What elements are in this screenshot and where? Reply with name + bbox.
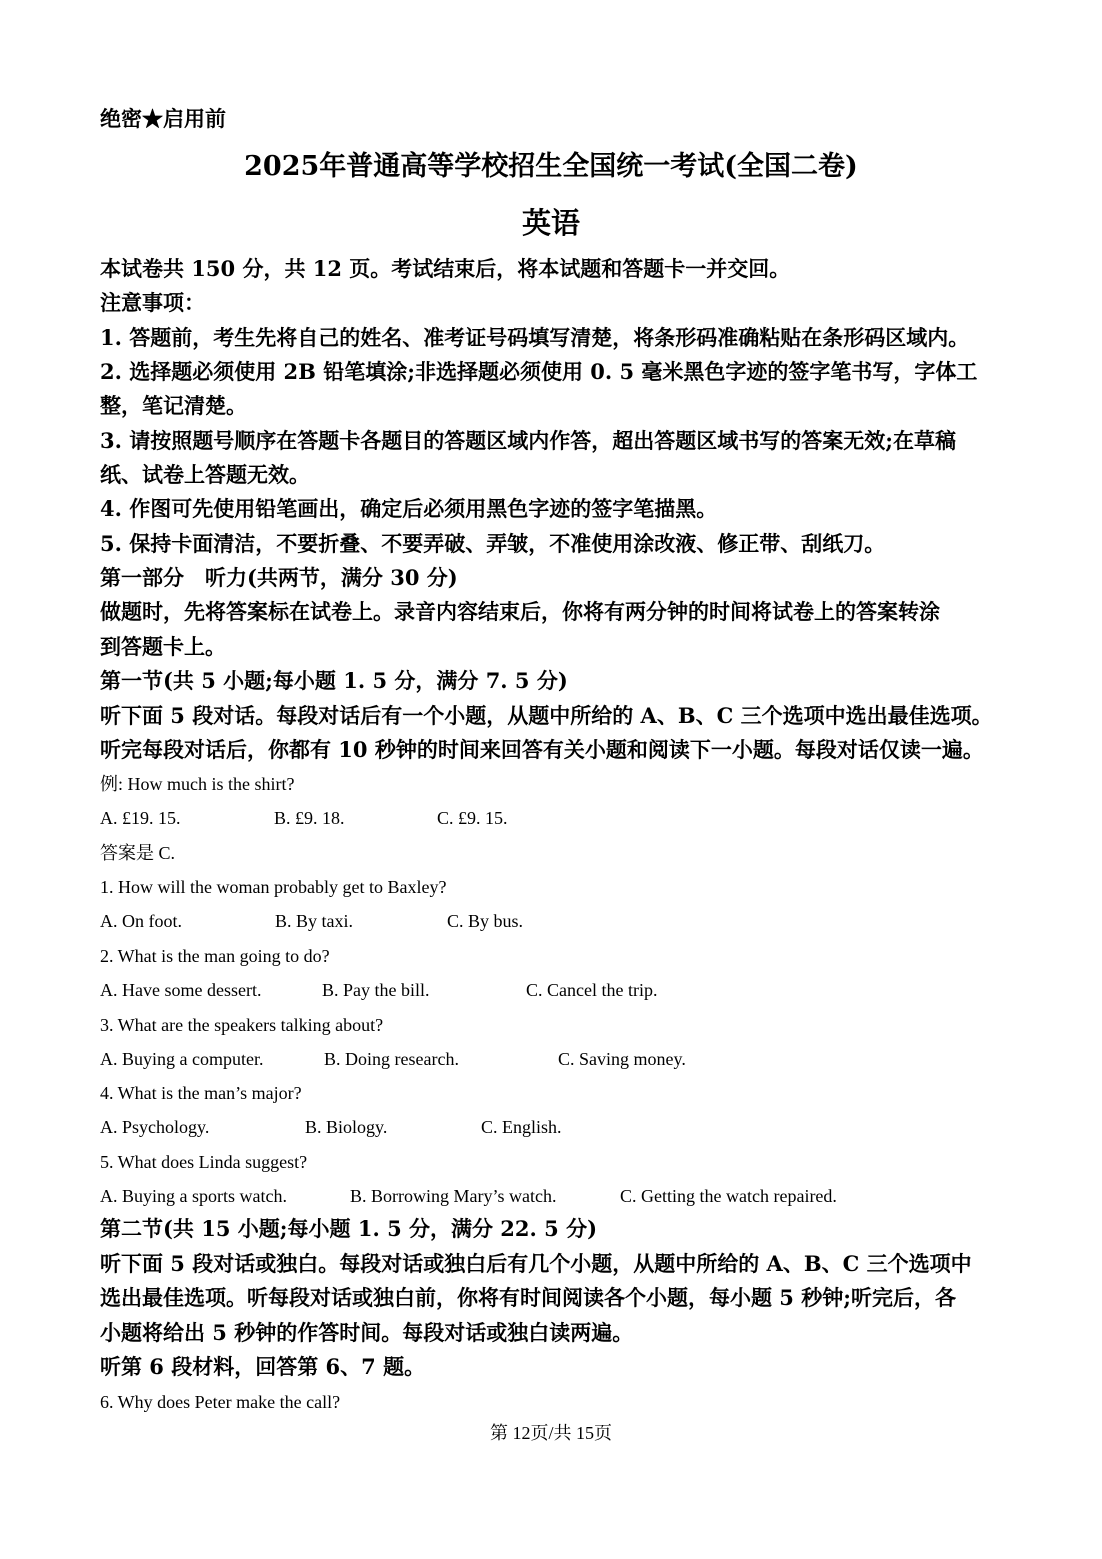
notice-item-3: 3. 请按照题号顺序在答题卡各题目的答题区域内作答，超出答题区域书写的答案无效;在草稿 [100,428,956,453]
option-b: B. By taxi. [275,911,354,931]
part1-instruction-cont: 到答题卡上。 [100,634,226,659]
part1-instruction: 做题时，先将答案标在试卷上。录音内容结束后，你将有两分钟的时间将试卷上的答案转涂 [100,599,940,624]
notice-item-3-cont: 纸、试卷上答题无效。 [100,462,310,487]
section2-instruction-cont-2: 小题将给出 5 秒钟的作答时间。每段对话或独白读两遍。 [100,1320,634,1345]
option-a: A. Psychology. [100,1117,210,1137]
example-answer: 答案是 C. [100,843,176,863]
example-question: 例: How much is the shirt? [100,774,295,794]
section2-instruction: 听下面 5 段对话或独白。每段对话或独白后有几个小题，从题中所给的 A、B、C 三个选项中 [100,1251,972,1276]
page-number: 第 12页/共 15页 [489,1423,612,1443]
option-c: C. Cancel the trip. [526,980,658,1000]
option-a: A. On foot. [100,911,182,931]
question-4: 4. What is the man’s major? [100,1083,302,1103]
section2-heading: 第二节(共 15 小题;每小题 1. 5 分，满分 22. 5 分) [100,1216,598,1241]
question-2: 2. What is the man going to do? [100,946,330,966]
question-5: 5. What does Linda suggest? [100,1152,308,1172]
notice-item-5: 5. 保持卡面清洁，不要折叠、不要弄破、弄皱，不准使用涂改液、修正带、刮纸刀。 [100,531,886,556]
option-b: B. Doing research. [324,1049,459,1069]
option-a: A. Buying a computer. [100,1049,264,1069]
question-3-options [100,1046,686,1072]
option-c: C. Saving money. [558,1049,686,1069]
section1-instruction-cont: 听完每段对话后，你都有 10 秒钟的时间来回答有关小题和阅读下一小题。每段对话仅读一遍。 [100,737,984,762]
option-a: A. Buying a sports watch. [100,1186,287,1206]
option-c: C. £9. 15. [437,808,508,828]
option-c: C. English. [481,1117,562,1137]
confidential-label: 绝密★启用前 [100,106,226,131]
notice-item-1: 1. 答题前，考生先将自己的姓名、准考证号码填写清楚，将条形码准确粘贴在条形码区域内。 [100,325,970,350]
option-b: B. £9. 18. [274,808,345,828]
option-a: A. Have some dessert. [100,980,262,1000]
question-2-options [100,977,657,1003]
question-1-options [100,908,523,934]
material-6-heading: 听第 6 段材料，回答第 6、7 题。 [100,1354,426,1379]
option-c: C. By bus. [447,911,524,931]
option-b: B. Borrowing Mary’s watch. [350,1186,557,1206]
part1-heading: 第一部分 听力(共两节，满分 30 分) [100,565,458,590]
notice-item-2: 2. 选择题必须使用 2B 铅笔填涂;非选择题必须使用 0. 5 毫米黑色字迹的签字笔书写，字体工 [100,359,978,384]
question-3: 3. What are the speakers talking about? [100,1015,384,1035]
section1-instruction: 听下面 5 段对话。每段对话后有一个小题，从题中所给的 A、B、C 三个选项中选出最佳选项。 [100,703,993,728]
question-1: 1. How will the woman probably get to Baxley? [100,877,447,897]
notice-item-2-cont: 整，笔记清楚。 [100,393,247,418]
section1-heading: 第一节(共 5 小题;每小题 1. 5 分，满分 7. 5 分) [100,668,568,693]
notice-heading: 注意事项： [100,290,205,315]
exam-summary: 本试卷共 150 分，共 12 页。考试结束后，将本试题和答题卡一并交回。 [100,256,791,281]
option-a: A. £19. 15. [100,808,181,828]
option-b: B. Biology. [305,1117,388,1137]
question-6: 6. Why does Peter make the call? [100,1392,341,1412]
option-c: C. Getting the watch repaired. [620,1186,837,1206]
question-4-options [100,1114,562,1140]
subject-title: 英语 [521,206,580,240]
option-b: B. Pay the bill. [322,980,430,1000]
exam-title: 2025年普通高等学校招生全国统一考试(全国二卷) [244,151,858,182]
example-options [100,805,508,831]
section2-instruction-cont-1: 选出最佳选项。听每段对话或独白前，你将有时间阅读各个小题，每小题 5 秒钟;听完后，各 [100,1285,956,1310]
question-5-options [100,1183,837,1209]
notice-item-4: 4. 作图可先使用铅笔画出，确定后必须用黑色字迹的签字笔描黑。 [100,496,718,521]
